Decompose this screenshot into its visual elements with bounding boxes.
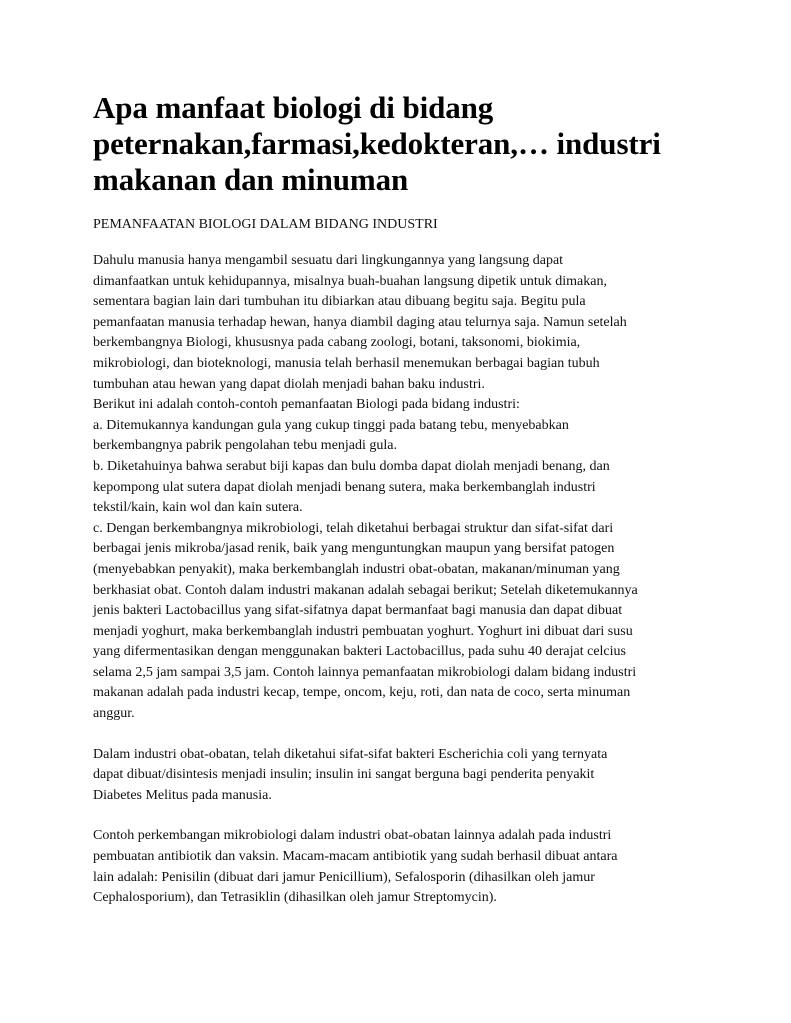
text-line: a. Ditemukannya kandungan gula yang cukup tinggi pada batang tebu, menyebabkan: [93, 417, 569, 433]
text-line: Diabetes Melitus pada manusia.: [93, 787, 272, 803]
document-page: [93, 90, 703, 909]
text-line: mikrobiologi, dan bioteknologi, manusia telah berhasil menemukan berbagai bagian tubuh: [93, 355, 600, 371]
text-line: (menyebabkan penyakit), maka berkembanglah industri obat-obatan, makanan/minuman yang: [93, 561, 620, 577]
text-line: dimanfaatkan untuk kehidupannya, misalnya buah-buahan langsung dipetik untuk dimakan,: [93, 273, 607, 289]
text-line: yang difermentasikan dengan menggunakan bakteri Lactobacillus, pada suhu 40 derajat celcius: [93, 644, 626, 660]
title-line: peternakan,farmasi,kedokteran,… industri: [93, 126, 661, 161]
text-line: c. Dengan berkembangnya mikrobiologi, telah diketahui berbagai struktur dan sifat-sifat dari: [93, 520, 614, 536]
text-line: makanan adalah pada industri kecap, tempe, oncom, keju, roti, dan nata de coco, serta minuman: [93, 685, 631, 701]
title-line: Apa manfaat biologi di bidang: [93, 90, 494, 125]
text-line: berkembangnya pabrik pengolahan tebu menjadi gula.: [93, 438, 398, 454]
text-line: berkembangnya Biologi, khususnya pada cabang zoologi, botani, taksonomi, biokimia,: [93, 335, 581, 351]
paragraph-insulin: [93, 745, 703, 807]
document-title: [93, 90, 703, 198]
text-line: pembuatan antibiotik dan vaksin. Macam-macam antibiotik yang sudah berhasil dibuat antara: [93, 849, 618, 865]
text-line: Contoh perkembangan mikrobiologi dalam industri obat-obatan lainnya adalah pada industri: [93, 828, 612, 844]
text-line: anggur.: [93, 706, 135, 722]
section-heading: PEMANFAATAN BIOLOGI DALAM BIDANG INDUSTRI: [93, 217, 438, 232]
title-line: makanan dan minuman: [93, 162, 409, 197]
text-line: kepompong ulat sutera dapat diolah menjadi benang sutera, maka berkembanglah industri: [93, 479, 596, 495]
text-line: b. Diketahuinya bahwa serabut biji kapas dan bulu domba dapat diolah menjadi benang, dan: [93, 458, 610, 474]
text-line: berkhasiat obat. Contoh dalam industri makanan adalah sebagai berikut; Setelah diketemukannya: [93, 582, 638, 598]
text-line: Dahulu manusia hanya mengambil sesuatu dari lingkungannya yang langsung dapat: [93, 253, 564, 268]
text-line: selama 2,5 jam sampai 3,5 jam. Contoh lainnya pemanfaatan mikrobiologi dalam bidang industri: [93, 664, 637, 680]
text-line: lain adalah: Penisilin (dibuat dari jamur Penicillium), Sefalosporin (dihasilkan oleh jamur: [93, 869, 595, 885]
text-line: Berikut ini adalah contoh-contoh pemanfaatan Biologi pada bidang industri:: [93, 397, 520, 413]
text-line: berbagai jenis mikroba/jasad renik, baik yang menguntungkan maupun yang bersifat patogen: [93, 541, 615, 557]
text-line: tekstil/kain, kain wol dan kain sutera.: [93, 500, 303, 516]
text-line: dapat dibuat/disintesis menjadi insulin; insulin ini sangat berguna bagi penderita penyakit: [93, 767, 595, 783]
text-line: pemanfaatan manusia terhadap hewan, hanya diambil daging atau telurnya saja. Namun setelah: [93, 314, 627, 330]
text-line: jenis bakteri Lactobacillus yang sifat-sifatnya dapat bermanfaat bagi manusia dan dapat dibuat: [93, 603, 623, 619]
paragraph-intro: [93, 251, 703, 725]
text-line: menjadi yoghurt, maka berkembanglah industri pembuatan yoghurt. Yoghurt ini dibuat dari susu: [93, 623, 633, 639]
text-line: tumbuhan atau hewan yang dapat diolah menjadi bahan baku industri.: [93, 376, 485, 392]
paragraph-antibiotics: [93, 826, 703, 908]
text-line: sementara bagian lain dari tumbuhan itu dibiarkan atau dibuang begitu saja. Begitu pula: [93, 294, 586, 310]
text-line: Dalam industri obat-obatan, telah diketahui sifat-sifat bakteri Escherichia coli yang ternyata: [93, 746, 608, 762]
text-line: Cephalosporium), dan Tetrasiklin (dihasilkan oleh jamur Streptomycin).: [93, 890, 497, 906]
